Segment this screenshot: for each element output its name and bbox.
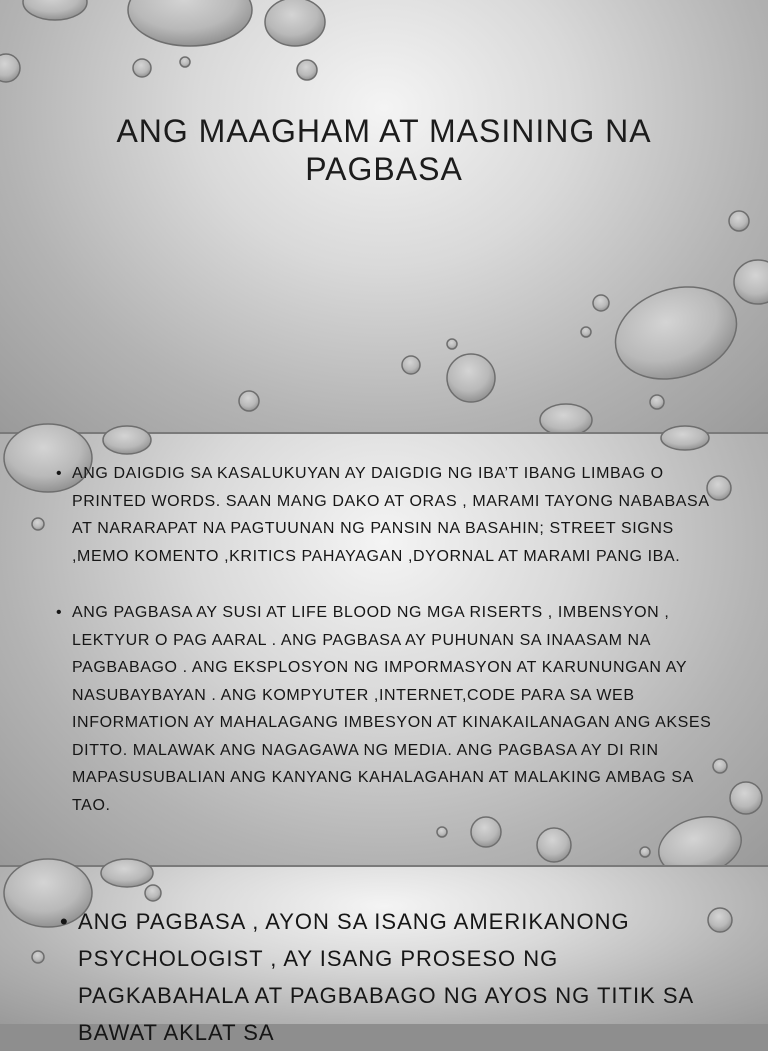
bullet-item: • ANG DAIGDIG SA KASALUKUYAN AY DAIGDIG NG IBA’T IBANG LIMBAG O PRINTED WORDS. SAAN MANG DAKO AT ORAS , MARAMI TAYONG NABABASA AT NARARAPAT NA PAGTUUNAN NG PANSIN NA BASAHIN; STREET SIGNS ,MEMO KOMENTO ,KRITICS PAHAYAGAN ,DYORNAL AT MARAMI PANG IBA. xyxy=(56,460,716,570)
bullet-item: • ANG PAGBASA AY SUSI AT LIFE BLOOD NG MGA RISERTS , IMBENSYON , LEKTYUR O PAG AARAL . ANG PAGBASA AY PUHUNAN SA INAASAM NA PAGBABAGO . ANG EKSPLOSYON NG IMPORMASYON AT KARUNUNGAN AY NASUBAYBAYAN . ANG KOMPYUTER ,INTERNET,CODE PARA SA WEB INFORMATION AY MAHALAGANG IMBESYON AT KINAKAILANAGAN ANG AKSES DITTO. MALAWAK ANG NAGAGAWA NG MEDIA. ANG PAGBASA AY DI RIN MAPASUSUBALIAN ANG KANYANG KAHALAGAHAN AT MALAKING AMBAG SA TAO. xyxy=(56,599,716,819)
bullet-item: • ANG PAGBASA , AYON SA ISANG AMERIKANONG PSYCHOLOGIST , AY ISANG PROSESO NG PAGKABAHALA AT PAGBABAGO NG AYOS NG TITIK SA BAWAT AKLAT SA xyxy=(60,903,710,1051)
bullet-list xyxy=(56,460,716,819)
slide-content-1 xyxy=(0,434,768,865)
slide-title-text: ANG MAAGHAM AT MASINING NA PAGBASA xyxy=(116,113,652,187)
slide-title xyxy=(0,0,768,432)
water-drops-decoration xyxy=(0,0,768,432)
slide-content-2 xyxy=(0,867,768,1045)
bullet-list xyxy=(60,903,710,1051)
